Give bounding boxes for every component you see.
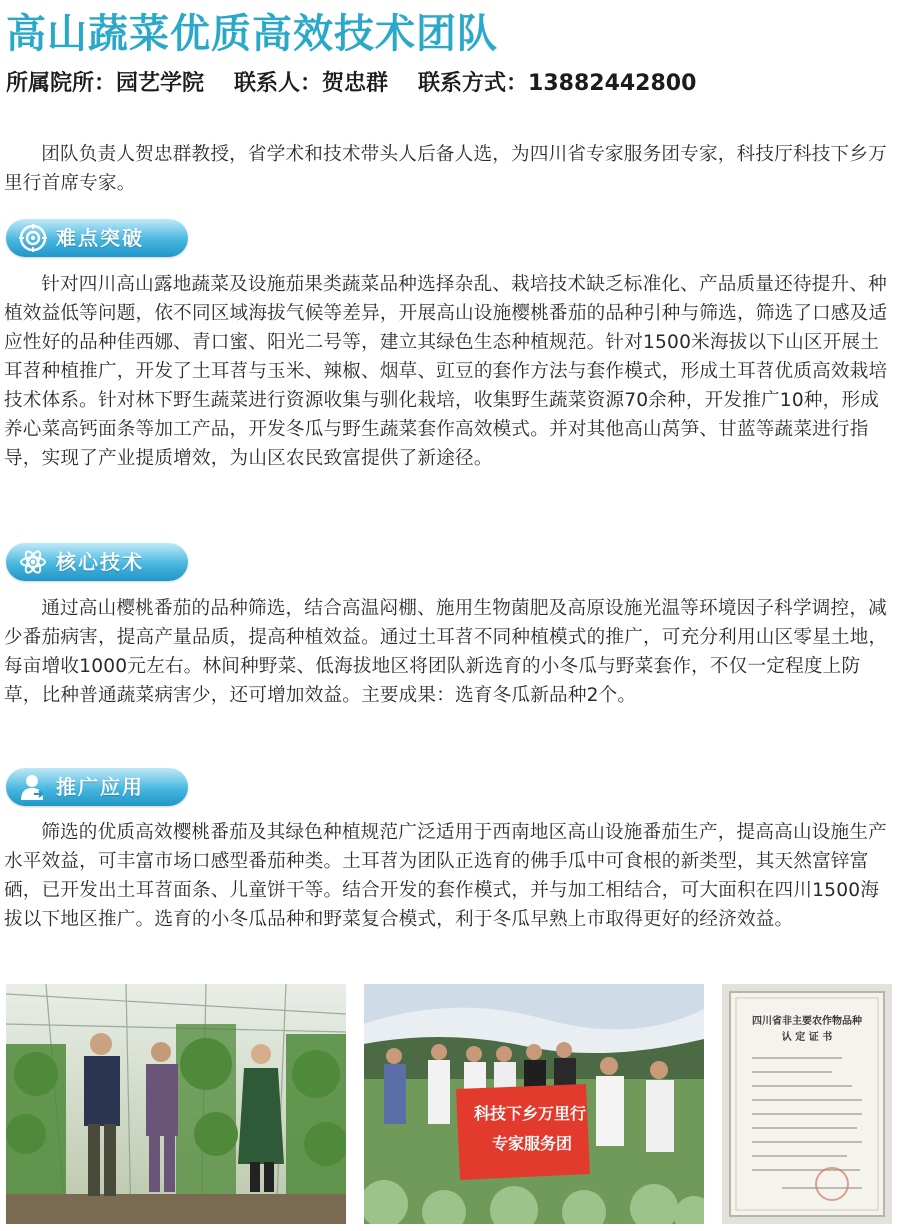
certificate-photo	[722, 984, 892, 1224]
contact-person-text: 联系人：贺忠群	[234, 71, 389, 96]
target-icon	[19, 224, 47, 252]
atom-icon	[19, 548, 47, 576]
person-icon	[19, 773, 47, 801]
certificate-title-2: 认 定 证 书	[781, 1032, 833, 1043]
section-label: 推广应用	[56, 775, 144, 799]
section-header-breakthrough	[6, 219, 188, 257]
banner-text-1: 科技下乡万里行	[474, 1104, 587, 1123]
contact-phone-text: 联系方式：13882442800	[418, 71, 697, 96]
section-body-breakthrough: 针对四川高山露地蔬菜及设施茄果类蔬菜品种选择杂乱、栽培技术缺乏标准化、产品质量还待提升、种植效益低等问题，依不同区域海拔气候等差异，开展高山设施樱桃番茄的品种引种与筛选，筛选了口感及适应性好的品种佳西娜、青口蜜、阳光二号等，建立其绿色生态种植规范。针对1500米海拔以下山区开展土耳苕种植推广，开发了土耳苕与玉米、辣椒、烟草、豇豆的套作方法与套作模式，形成土耳苕优质高效栽培技术体系。针对林下野生蔬菜进行资源收集与驯化栽培，收集野生蔬菜资源70余种，开发推广10种，形成养心菜高钙面条等加工产品，开发冬瓜与野生蔬菜套作高效模式。并对其他高山莴笋、甘蓝等蔬菜进行指导，实现了产业提质增效，为山区农民致富提供了新途径。	[4, 274, 888, 469]
section-body-application: 筛选的优质高效樱桃番茄及其绿色种植规范广泛适用于西南地区高山设施番茄生产，提高高山设施生产水平效益，可丰富市场口感型番茄种类。土耳苕为团队正选育的佛手瓜中可食根的新类型，其天然富锌富硒，已开发出土耳苕面条、儿童饼干等。结合开发的套作模式，并与加工相结合，可大面积在四川1500海拔以下地区推广。选育的小冬瓜品种和野菜复合模式，利于冬瓜早熟上市取得更好的经济效益。	[4, 822, 887, 930]
section-header-core-tech	[6, 543, 188, 581]
section-label: 难点突破	[56, 226, 144, 250]
section-header-application	[6, 768, 188, 806]
section-label: 核心技术	[56, 550, 144, 574]
intro-paragraph: 团队负责人贺忠群教授，省学术和技术带头人后备人选，为四川省专家服务团专家，科技厅科技下乡万里行首席专家。	[4, 144, 887, 194]
team-banner-photo	[364, 984, 704, 1224]
institute-text: 所属院所：园艺学院	[6, 71, 205, 96]
certificate-title-1: 四川省非主要农作物品种	[752, 1016, 862, 1027]
contact-line	[6, 66, 696, 102]
page-title: 高山蔬菜优质高效技术团队	[6, 11, 498, 57]
section-body-core-tech: 通过高山樱桃番茄的品种筛选，结合高温闷棚、施用生物菌肥及高原设施光温等环境因子科学调控，减少番茄病害，提高产量品质，提高种植效益。通过土耳苕不同种植模式的推广，可充分利用山区零星土地，每亩增收1000元左右。林间种野菜、低海拔地区将团队新选育的小冬瓜与野菜套作，不仅一定程度上防草，比种普通蔬菜病害少，还可增加效益。主要成果：选育冬瓜新品种2个。	[4, 598, 888, 706]
banner-text-2: 专家服务团	[492, 1134, 573, 1153]
greenhouse-photo	[6, 984, 346, 1224]
